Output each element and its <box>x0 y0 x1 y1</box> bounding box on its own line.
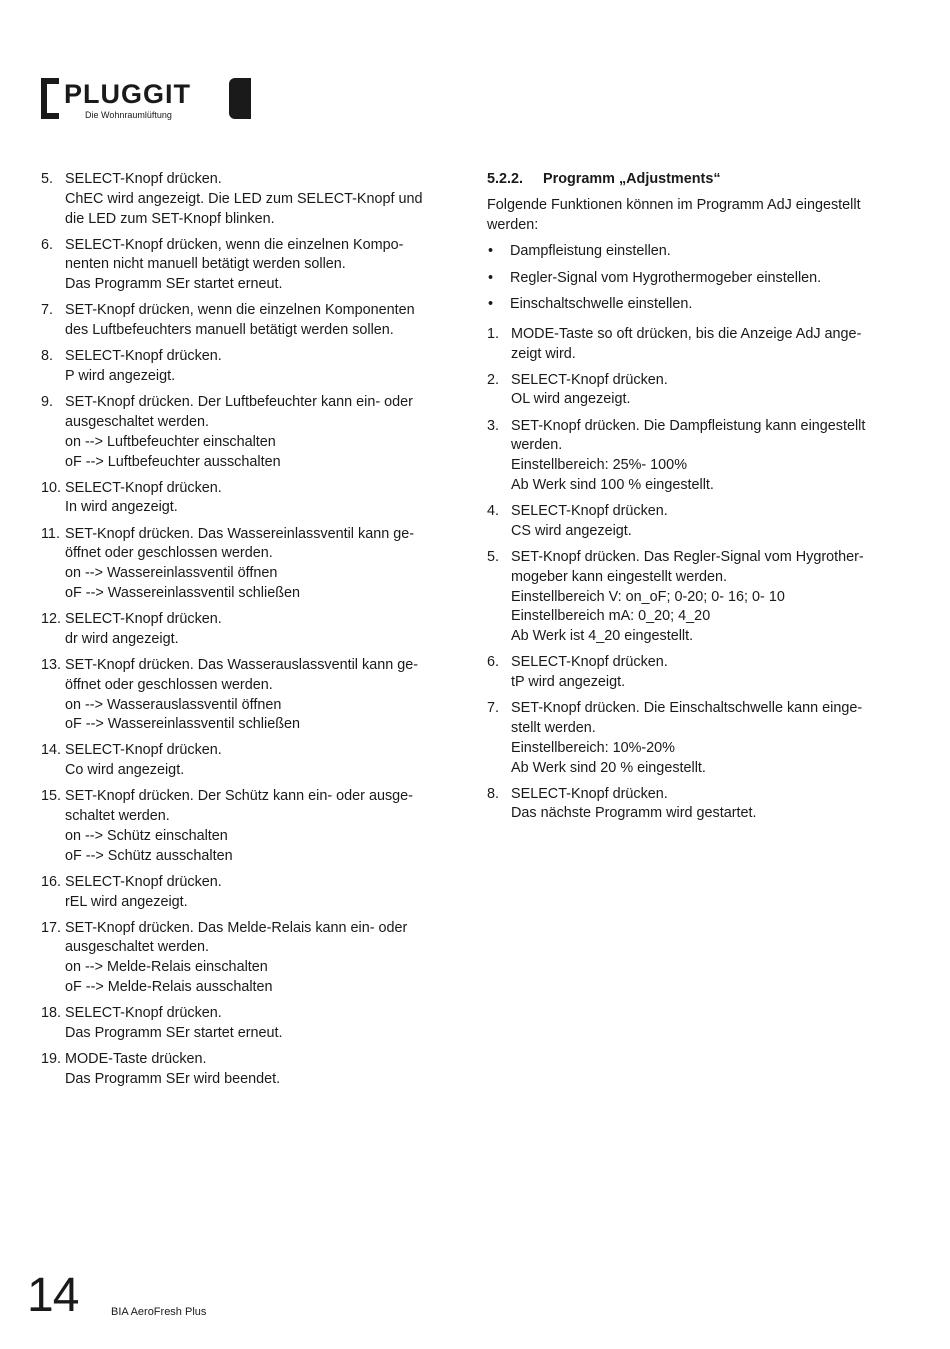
logo-tagline: Die Wohnraumlüftung <box>85 110 172 120</box>
step-line: oF --> Wassereinlassventil schließen <box>65 716 300 733</box>
step-line: SELECT-Knopf drücken. <box>65 873 222 890</box>
step-line: Einstellbereich: 25%- 100% <box>511 457 687 474</box>
intro-line: Folgende Funktionen können im Programm AdJ eingestellt <box>487 197 861 214</box>
step-number: 18. <box>41 1005 62 1022</box>
step-item <box>41 873 451 913</box>
bullet-text: Regler-Signal vom Hygrothermogeber einstellen. <box>510 269 822 286</box>
step-line: SELECT-Knopf drücken. <box>65 171 222 187</box>
step-line: SET-Knopf drücken. Die Dampfleistung kann eingestellt <box>511 417 866 434</box>
step-line: SET-Knopf drücken. Der Luftbefeuchter kann ein- oder <box>65 394 413 411</box>
logo-right-bar <box>237 78 251 119</box>
bullet-text: Einschaltschwelle einstellen. <box>510 295 693 312</box>
step-line: SELECT-Knopf drücken. <box>65 1005 222 1022</box>
step-number: 8. <box>41 348 54 365</box>
section-title: Programm „Adjustments“ <box>543 171 721 187</box>
bullet-dot-icon: • <box>488 243 494 260</box>
step-line: SELECT-Knopf drücken. <box>511 785 668 802</box>
step-number: 7. <box>487 700 500 717</box>
step-line: SET-Knopf drücken, wenn die einzelnen Komponenten <box>65 302 415 319</box>
step-line: SET-Knopf drücken. Das Regler-Signal vom Hygrother- <box>511 548 864 565</box>
step-number: 8. <box>487 785 500 802</box>
step-line: Das nächste Programm wird gestartet. <box>511 805 757 822</box>
step-line: oF --> Melde-Relais ausschalten <box>65 979 273 996</box>
bullet-dot-icon: • <box>488 295 494 312</box>
step-item <box>41 236 451 295</box>
step-line: Einstellbereich V: on_oF; 0-20; 0- 16; 0- 10 <box>511 588 785 605</box>
step-line: SELECT-Knopf drücken, wenn die einzelnen Kompo- <box>65 236 404 253</box>
step-line: SET-Knopf drücken. Das Wassereinlassventil kann ge- <box>65 525 415 542</box>
step-item <box>41 170 451 229</box>
step-line: P wird angezeigt. <box>65 368 176 385</box>
step-number: 16. <box>41 873 62 890</box>
step-number: 14. <box>41 742 62 759</box>
step-line: Ab Werk ist 4_20 eingestellt. <box>511 628 694 645</box>
step-line: Ab Werk sind 100 % eingestellt. <box>511 476 714 493</box>
step-item <box>41 1004 451 1044</box>
step-line: SELECT-Knopf drücken. <box>511 503 668 520</box>
step-line: Das Programm SEr startet erneut. <box>65 276 283 293</box>
step-line: Das Programm SEr wird beendet. <box>65 1070 281 1087</box>
bullet-item <box>487 269 902 289</box>
step-line: Einstellbereich: 10%-20% <box>511 739 675 756</box>
bullet-item <box>487 295 902 315</box>
step-line: die LED zum SET-Knopf blinken. <box>65 210 275 227</box>
section-number: 5.2.2. <box>487 171 524 187</box>
step-item <box>487 417 902 496</box>
logo-wordmark: PLUGGIT <box>64 79 191 109</box>
step-item <box>41 741 451 781</box>
step-line: mogeber kann eingestellt werden. <box>511 568 727 585</box>
step-line: SELECT-Knopf drücken. <box>65 348 222 365</box>
step-item <box>487 699 902 778</box>
step-number: 5. <box>41 171 54 187</box>
step-number: 5. <box>487 548 500 565</box>
step-line: oF --> Luftbefeuchter ausschalten <box>65 453 281 470</box>
step-line: SET-Knopf drücken. Das Melde-Relais kann ein- oder <box>65 919 408 936</box>
step-line: MODE-Taste so oft drücken, bis die Anzeige AdJ ange- <box>511 325 862 342</box>
step-line: ausgeschaltet werden. <box>65 413 209 430</box>
step-line: SELECT-Knopf drücken. <box>511 371 668 388</box>
step-item <box>41 393 451 472</box>
step-number: 6. <box>41 236 54 253</box>
step-line: dr wird angezeigt. <box>65 630 179 647</box>
step-line: zeigt wird. <box>511 345 576 362</box>
function-bullet-list <box>487 242 902 314</box>
pluggit-logo <box>41 78 211 122</box>
section-heading <box>487 170 902 190</box>
step-item <box>487 371 902 411</box>
step-line: SELECT-Knopf drücken. <box>65 742 222 759</box>
step-item <box>41 1050 451 1090</box>
step-line: oF --> Schütz ausschalten <box>65 847 233 864</box>
step-line: on --> Melde-Relais einschalten <box>65 959 268 976</box>
step-number: 2. <box>487 371 500 388</box>
step-line: SELECT-Knopf drücken. <box>511 654 668 671</box>
step-line: on --> Wasserauslassventil öffnen <box>65 696 282 713</box>
step-item <box>487 785 902 825</box>
step-line: CS wird angezeigt. <box>511 522 632 539</box>
step-number: 17. <box>41 919 62 936</box>
logo-left-bracket <box>41 78 59 119</box>
step-line: Einstellbereich mA: 0_20; 4_20 <box>511 608 711 625</box>
step-line: SET-Knopf drücken. Das Wasserauslassventil kann ge- <box>65 656 418 673</box>
step-number: 6. <box>487 654 500 671</box>
step-line: stellt werden. <box>511 719 596 736</box>
step-line: Co wird angezeigt. <box>65 762 185 779</box>
step-line: SET-Knopf drücken. Der Schütz kann ein- oder ausge- <box>65 788 413 805</box>
step-line: Das Programm SEr startet erneut. <box>65 1024 283 1041</box>
step-line: on --> Luftbefeuchter einschalten <box>65 433 276 450</box>
step-item <box>487 325 902 365</box>
step-line: nenten nicht manuell betätigt werden sollen. <box>65 256 346 273</box>
step-line: ausgeschaltet werden. <box>65 939 209 956</box>
step-item <box>487 653 902 693</box>
step-item <box>41 347 451 387</box>
step-number: 13. <box>41 656 62 673</box>
step-line: rEL wird angezeigt. <box>65 893 188 910</box>
step-line: SELECT-Knopf drücken. <box>65 479 222 496</box>
step-line: on --> Wassereinlassventil öffnen <box>65 565 278 582</box>
step-number: 19. <box>41 1051 62 1068</box>
step-line: öffnet oder geschlossen werden. <box>65 545 273 562</box>
step-number: 1. <box>487 325 500 342</box>
step-number: 15. <box>41 788 62 805</box>
step-item <box>41 610 451 650</box>
step-number: 11. <box>41 525 60 542</box>
step-line: MODE-Taste drücken. <box>65 1051 207 1068</box>
step-item <box>41 787 451 866</box>
step-line: schaltet werden. <box>65 808 170 825</box>
step-line: SELECT-Knopf drücken. <box>65 611 222 628</box>
bullet-dot-icon: • <box>488 269 494 286</box>
step-line: oF --> Wassereinlassventil schließen <box>65 584 300 601</box>
footer-doc-title: BIA AeroFresh Plus <box>111 1306 207 1318</box>
intro-line: werden: <box>487 217 539 234</box>
step-item <box>487 502 902 542</box>
step-item <box>41 301 451 341</box>
section-intro <box>487 196 902 236</box>
step-number: 4. <box>487 503 500 520</box>
step-number: 7. <box>41 302 54 319</box>
page-number: 14 <box>27 1269 79 1322</box>
step-line: on --> Schütz einschalten <box>65 827 228 844</box>
right-column <box>487 170 902 830</box>
step-line: Ab Werk sind 20 % eingestellt. <box>511 759 706 776</box>
bullet-text: Dampfleistung einstellen. <box>510 243 671 260</box>
step-line: In wird angezeigt. <box>65 499 178 516</box>
step-item <box>41 479 451 519</box>
left-step-list <box>41 170 451 1090</box>
step-item <box>41 919 451 998</box>
step-line: des Luftbefeuchters manuell betätigt werden sollen. <box>65 322 394 339</box>
step-line: werden. <box>511 437 563 454</box>
step-line: OL wird angezeigt. <box>511 391 631 408</box>
right-step-list <box>487 325 902 824</box>
step-number: 3. <box>487 417 500 434</box>
step-item <box>487 548 902 647</box>
step-number: 9. <box>41 394 54 411</box>
step-line: ChEC wird angezeigt. Die LED zum SELECT-Knopf und <box>65 190 423 207</box>
step-number: 12. <box>41 611 62 628</box>
step-item <box>41 525 451 604</box>
step-line: öffnet oder geschlossen werden. <box>65 676 273 693</box>
step-line: tP wird angezeigt. <box>511 674 626 691</box>
step-number: 10. <box>41 479 62 496</box>
step-line: SET-Knopf drücken. Die Einschaltschwelle kann einge- <box>511 700 863 717</box>
bullet-item <box>487 242 902 262</box>
step-item <box>41 656 451 735</box>
left-column <box>41 170 451 1096</box>
